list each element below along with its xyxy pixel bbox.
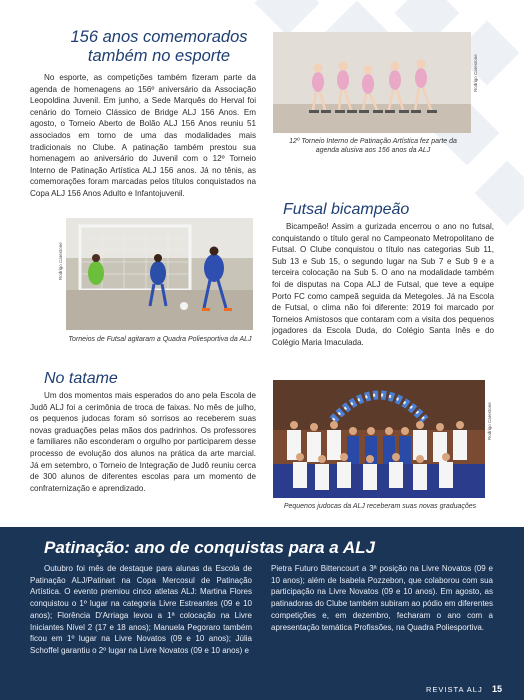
skating-body-left: Outubro foi mês de destaque para alunas da Escola de Patinação ALJ/Patinart na Copa Mercosul de Patinação Artística. O evento premiou cinco atletas ALJ: Martina Flores conquistou o 1º lugar na categoria Livre Estreantes (09 e 10 anos); Florência D'Arriaga levou a 1ª colocação na Livre Iniciantes Nível 2 (17 e 18 anos); Manuela Pegoraro também ficou em 1º lugar na Livre Novatos (09 e 10 anos); Júlia Schoffel garantiu o 2º lugar na Livre Novatos (09 e 10 anos) e	[30, 564, 252, 655]
skating-photo	[273, 32, 471, 133]
page-number: 15	[491, 684, 502, 694]
section-title-anniversary: 156 anos comemorados também no esporte	[70, 28, 248, 65]
section-title-futsal: Futsal bicampeão	[283, 201, 410, 218]
section-body-anniversary: No esporte, as competições também fizeram parte da agenda de homenagens ao 156º aniversário da Associação Leopoldina Juvenil. Em junho, a Sede Marquês do Herval foi cenário do Torneio Clássico de Bridge ALJ 156 Anos. Em agosto, o Torneio Aberto de Bolão ALJ 156 Anos reuniu 51 associados em torno de uma das modalidades mais tradicionais no Clube. A patinação também prestou sua homenagem ao aniversário do Juvenil com o 12º Torneio Interno de Patinação Artística ALJ 156 anos. Já no tênis, as comemorações foram marcadas pelos títulos conquistados na Copa ALJ 156 Anos Adulto e Infantojuvenil.	[30, 73, 256, 198]
futsal-photo	[66, 218, 253, 330]
skating-photo-caption: 12º Torneio Interno de Patinação Artística fez parte da agenda alusiva aos 156 anos da ALJ	[289, 138, 457, 154]
section-title-skating: Patinação: ano de conquistas para a ALJ	[44, 538, 375, 557]
judo-photo-credit: Rodrigo Carestone	[487, 402, 492, 440]
section-body-judo: Um dos momentos mais esperados do ano pela Escola de Judô ALJ foi a cerimônia de troca de faixas. No mês de julho, os pequenos judocas foram só sorrisos ao receberem suas novas graduações pelas mãos dos padrinhos. Os professores e familiares não esconderam o orgulho por participarem desse processo de evolução dos alunos na prática da arte marcial. Já em setembro, o Torneio de Integração de Judô reuniu cerca de 300 alunos de diferentes escolas para um momento de confraternização e aprendizado.	[30, 391, 256, 493]
futsal-photo-credit: Rodrigo Carestone	[58, 242, 63, 280]
section-body-futsal: Bicampeão! Assim a gurizada encerrou o ano no futsal, conquistando o título geral no Campeonato Metropolitano de Futsal. O Clube conquistou o título nas categorias Sub 11, Sub 13 e Sub 15, o segundo lugar na Sub 7 e Sub 9 e a terceira colocação na Sub 5. O ano na modalidade também foi de disputas na Copa ALJ de Futsal, que teve a equipe Porto FC como campeã seguida da Metegoles. Já na Escola de Futsal, o clima não foi diferente: 2019 foi marcado por Torneios Amistosos que contaram com a visita dos pequenos jogadores da Escola Duda, do Colégio Santa Inês e do Colégio Maria Imaculada.	[272, 222, 494, 347]
judo-photo	[273, 380, 485, 498]
skating-photo-credit: Rodrigo Carestone	[473, 54, 478, 92]
section-title-judo: No tatame	[44, 370, 118, 387]
page-footer	[426, 684, 502, 694]
magazine-name: REVISTA ALJ	[426, 685, 483, 694]
judo-photo-caption: Pequenos judocas da ALJ receberam suas novas graduações	[283, 503, 477, 510]
skating-body-right: Pietra Futuro Bittencourt a 3ª posição na Livre Novatos (09 e 10 anos); além de Isabela Pozzebon, que colaborou com sua participação na Livre Novatos (09 e 10 anos). Em agosto, as patinadoras do Clube também subiram ao pódio em diferentes competições e, em dezembro, fecharam o ano com a apresentação temática Profissões, na Quadra Poliesportiva.	[271, 564, 493, 632]
futsal-photo-caption: Torneios de Futsal agitaram a Quadra Poliesportiva da ALJ	[68, 336, 252, 343]
